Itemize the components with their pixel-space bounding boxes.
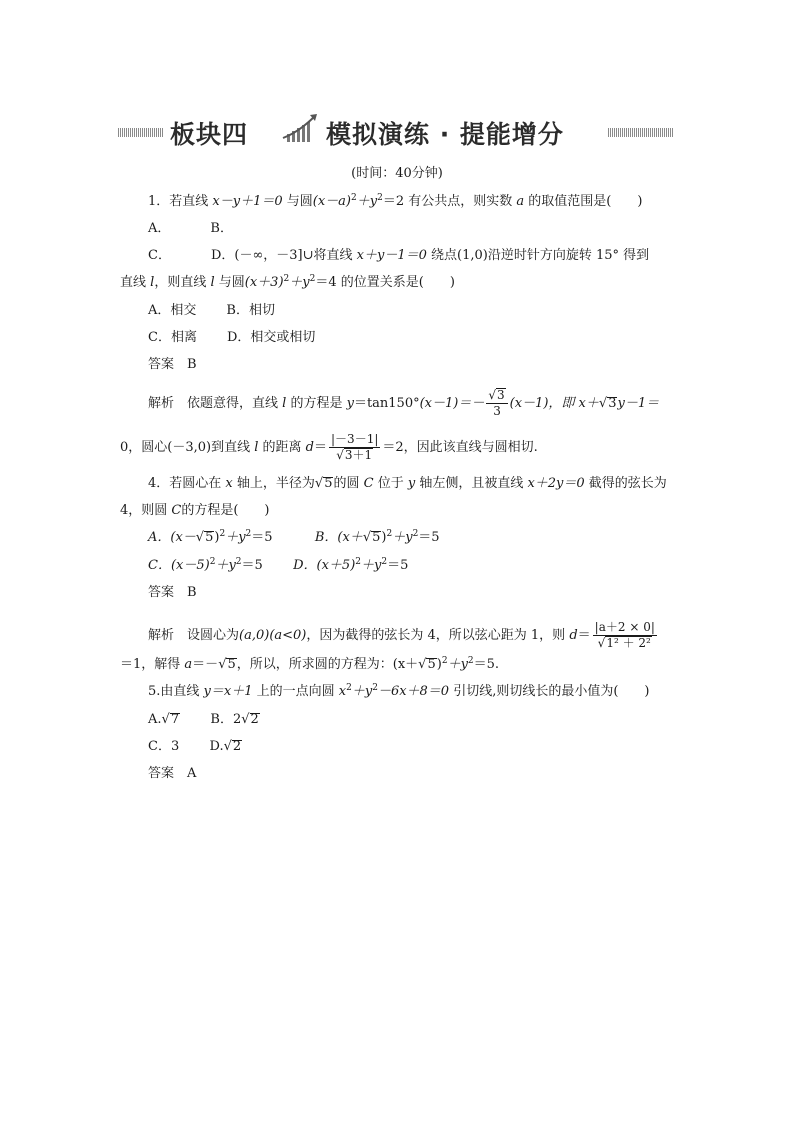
analysis-2-line-2: ＝1，解得 a＝－√5，所以，所求圆的方程为：$(x+√5)^2+y^2=5$.: [120, 656, 500, 672]
question-3-options-cd: C．相离 D．相交或相切: [148, 330, 316, 345]
question-4-stem-cont: 4，则圆 C的方程是( ): [120, 503, 270, 518]
header-hatch-left: [118, 128, 163, 137]
section-header: [118, 112, 674, 152]
answer-2: 答案 B: [148, 585, 197, 600]
fraction-root3-over-3: $\frac{√3}{3}$: [486, 388, 507, 419]
question-3-options-ab: A．相交 B．相切: [148, 303, 275, 318]
header-title-left: 板块四: [170, 120, 249, 149]
analysis-1-line-1: 解析 依题意得，直线 l 的方程是 y＝tan150°(x－1)＝－ $\frac{√3}{3}$ (x－1)，即 x＋√3y－1＝: [148, 388, 660, 418]
fraction-distance-2: $\frac{|a+2 \times 0|}{\text{√1² ＋ 2²}}$: [594, 620, 655, 650]
question-1-stem: 1．若直线 x－y＋1＝0 与圆$(x-a)^2+y^2=2$ 有公共点，则实数 a 的取值范围是( ): [148, 193, 643, 209]
header-hatch-right: [608, 128, 674, 137]
question-4-options-ab: A．$(x-√5)^2+y^2=5$ B．$(x+√5)^2+y^2=5$: [148, 529, 440, 545]
fraction-distance: $\frac{|-3-1|}{√3+1}$: [331, 432, 379, 462]
header-title-right: 模拟演练 · 提能增分: [326, 120, 564, 149]
question-3-stem: 直线 l，则直线 l 与圆$(x+3)^2+y^2=4$ 的位置关系是( ): [120, 274, 455, 290]
question-1-options-cd: C． D．(－∞，－3]∪将直线 x＋y－1＝0 绕点(1,0)沿逆时针方向旋转 15° 得到: [148, 248, 650, 263]
question-4-stem: 4．若圆心在 x 轴上，半径为√5的圆 C 位于 y 轴左侧，且被直线 x＋2y＝0 截得的弦长为: [148, 476, 667, 491]
question-5-options-cd: C．3 D.√2: [148, 739, 242, 754]
question-5-options-ab: A.√7 B．2√2: [148, 712, 259, 727]
rising-bars-arrow-icon: [281, 112, 321, 144]
analysis-1-line-2: 0，圆心(－3,0)到直线 l 的距离 d＝ $\frac{|-3-1|}{√3+1}$ ＝2，因此该直线与圆相切.: [120, 432, 538, 462]
question-1-options-ab: A． B．: [148, 221, 233, 236]
time-note: (时间：40分钟): [351, 166, 443, 181]
answer-1: 答案 B: [148, 357, 197, 372]
analysis-2-line-1: 解析 设圆心为(a,0)(a<0)，因为截得的弦长为 4，所以弦心距为 1，则 d＝ $\frac{|a+2 \times 0|}{\text{√1² ＋ 2²}}$: [148, 620, 655, 650]
question-5-stem: 5.由直线 y＝x＋1 上的一点向圆 $x^2+y^2-6x+8=0$ 引切线,则切线长的最小值为( ): [148, 683, 650, 699]
answer-3: 答案 A: [148, 766, 197, 781]
question-4-options-cd: C．$(x-5)^2+y^2=5$ D．$(x+5)^2+y^2=5$: [148, 557, 409, 573]
